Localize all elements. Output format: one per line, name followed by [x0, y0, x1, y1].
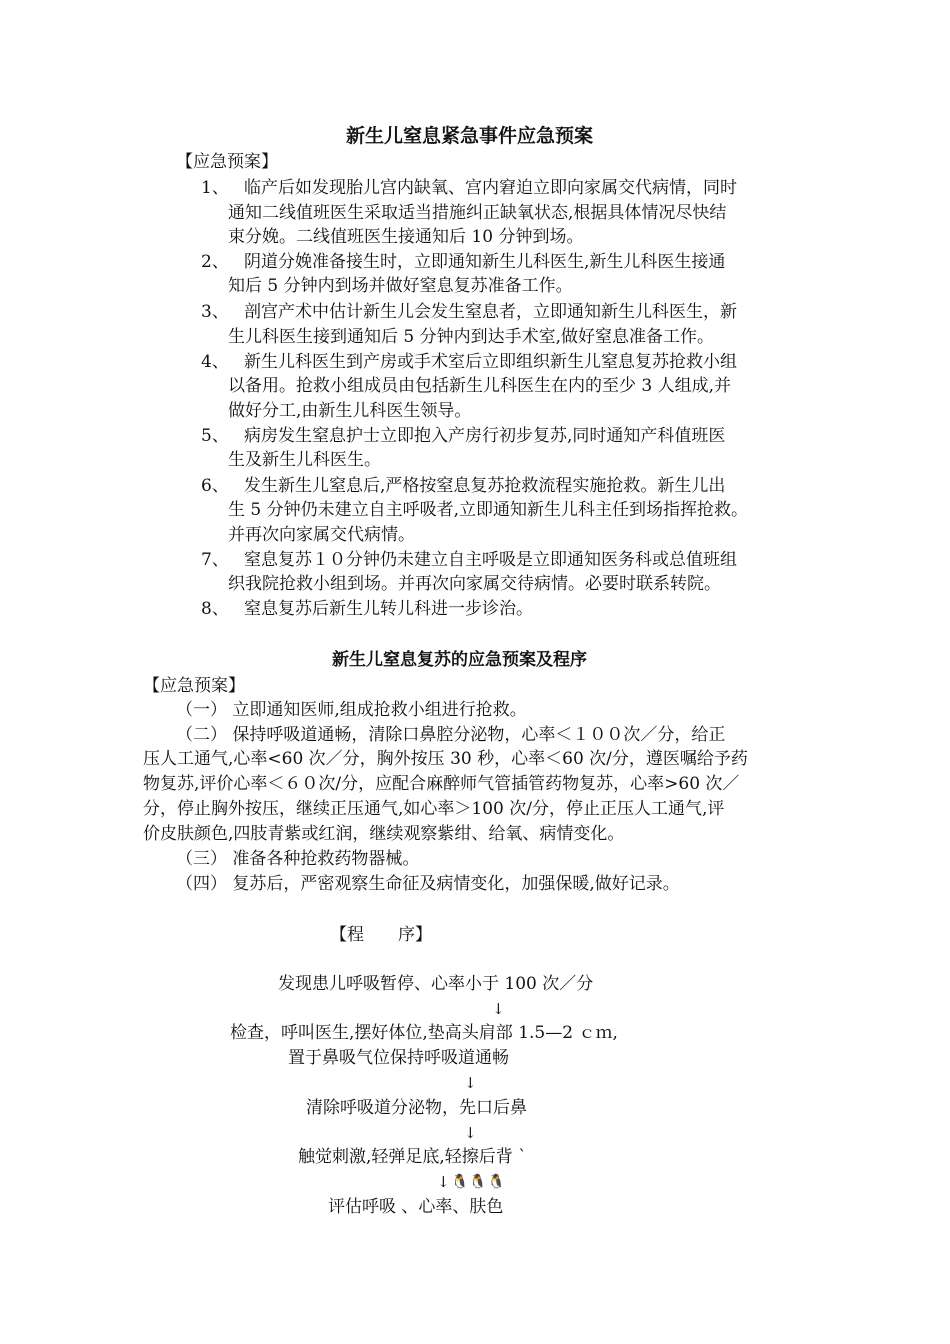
- flow-arrow-icon: ↓: [492, 1000, 505, 1018]
- flow-step-2b: 置于鼻吸气位保持呼吸道通畅: [288, 1048, 509, 1068]
- document-title: 新生儿窒息紧急事件应急预案: [346, 125, 594, 147]
- item-line: 新生儿科医生到产房或手术室后立即组织新生儿窒息复苏抢救小组: [244, 352, 737, 372]
- item-line: 生及新生儿科医生。: [228, 450, 381, 470]
- item-line: 并再次向家属交代病情。: [228, 525, 415, 545]
- flow-arrow-icon: ↓: [464, 1124, 477, 1142]
- paragraph-1: （一） 立即通知医师,组成抢救小组进行抢救。: [176, 700, 527, 720]
- item-line: 织我院抢救小组到场。并再次向家属交待病情。必要时联系转院。: [228, 574, 721, 594]
- item-line: 通知二线值班医生采取适当措施纠正缺氧状态,根据具体情况尽快结: [228, 203, 727, 223]
- item-line: 窒息复苏１０分钟仍未建立自主呼吸是立即通知医务科或总值班组: [244, 550, 737, 570]
- paragraph-line: 压人工通气,心率<60 次／分，胸外按压 30 秒，心率＜60 次/分，遵医嘱给予药: [143, 749, 748, 769]
- item-line: 束分娩。二线值班医生接通知后 10 分钟到场。: [228, 227, 584, 247]
- flow-step-3: 清除呼吸道分泌物，先口后鼻: [306, 1098, 527, 1118]
- item-number: 3、: [201, 302, 229, 322]
- item-number: 7、: [201, 550, 229, 570]
- flow-step-1: 发现患儿呼吸暂停、心率小于 100 次／分: [278, 974, 594, 994]
- section-subtitle: 新生儿窒息复苏的应急预案及程序: [332, 650, 587, 670]
- item-line: 生儿科医生接到通知后 5 分钟内到达手术室,做好窒息准备工作。: [228, 327, 715, 347]
- item-number: 8、: [201, 599, 229, 619]
- item-line: 生 5 分钟仍未建立自主呼吸者,立即通知新生儿科主任到场指挥抢救。: [228, 500, 749, 520]
- flow-step-5: 评估呼吸 、心率、肤色: [328, 1197, 504, 1217]
- flow-arrow-icon: ↓: [464, 1074, 477, 1092]
- flow-step-2a: 检查，呼叫医生,摆好体位,垫高头肩部 1.5—2 ｃｍ,: [230, 1023, 618, 1043]
- paragraph-line: （二） 保持呼吸道通畅，清除口鼻腔分泌物，心率＜１００次／分，给正: [176, 725, 726, 745]
- item-line: 发生新生儿窒息后,严格按窒息复苏抢救流程实施抢救。新生儿出: [244, 476, 726, 496]
- item-line: 病房发生窒息护士立即抱入产房行初步复苏,同时通知产科值班医: [244, 426, 726, 446]
- paragraph-4: （四） 复苏后，严密观察生命征及病情变化，加强保暖,做好记录。: [176, 874, 680, 894]
- item-line: 窒息复苏后新生儿转儿科进一步诊治。: [244, 599, 533, 619]
- item-line: 剖宫产术中估计新生儿会发生窒息者，立即通知新生儿科医生，新: [244, 302, 737, 322]
- flow-step-4: 触觉刺激,轻弹足底,轻擦后背 ˋ: [298, 1147, 527, 1167]
- item-line: 临产后如发现胎儿宫内缺氧、宫内窘迫立即向家属交代病情，同时: [244, 178, 737, 198]
- flow-arrow-icon: ↓: [437, 1173, 450, 1191]
- procedure-label: 【程 序】: [330, 925, 432, 945]
- paragraph-line: 价皮肤颜色,四肢青紫或红润，继续观察紫绀、给氧、病情变化。: [143, 824, 625, 844]
- odd-glyphs-icon: 🐧🐧🐧: [451, 1174, 507, 1190]
- section-label-emergency-plan: 【应急预案】: [176, 152, 278, 172]
- item-line: 阴道分娩准备接生时，立即通知新生儿科医生,新生儿科医生接通: [244, 252, 726, 272]
- item-number: 4、: [201, 352, 229, 372]
- item-number: 6、: [201, 476, 229, 496]
- item-number: 5、: [201, 426, 229, 446]
- item-number: 1、: [201, 178, 229, 198]
- item-line: 做好分工,由新生儿科医生领导。: [228, 401, 472, 421]
- paragraph-line: 分，停止胸外按压，继续正压通气,如心率＞100 次/分，停止正压人工通气,评: [143, 799, 725, 819]
- paragraph-line: 物复苏,评价心率＜６０次/分，应配合麻醉师气管插管药物复苏，心率>60 次／: [143, 774, 740, 794]
- item-line: 以备用。抢救小组成员由包括新生儿科医生在内的至少 3 人组成,并: [228, 376, 732, 396]
- section-label-emergency-plan-2: 【应急预案】: [143, 676, 245, 696]
- item-line: 知后 5 分钟内到场并做好窒息复苏准备工作。: [228, 276, 573, 296]
- paragraph-3: （三） 准备各种抢救药物器械。: [176, 849, 420, 869]
- item-number: 2、: [201, 252, 229, 272]
